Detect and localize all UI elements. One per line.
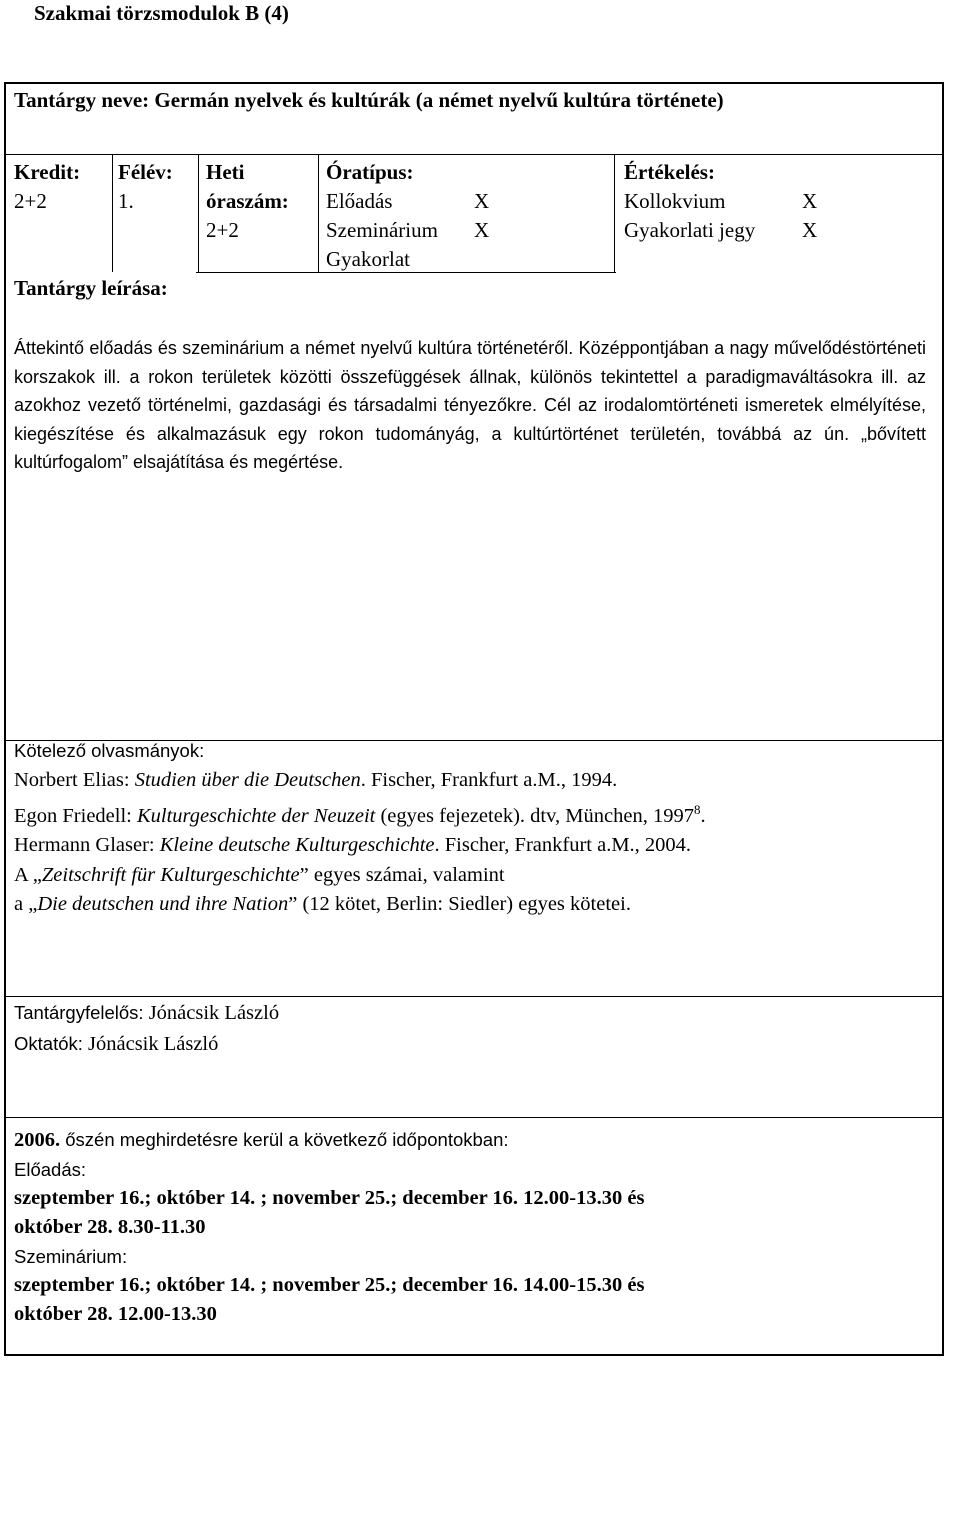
szeminarium-dates-1: szeptember 16.; október 14. ; november 25.; december 16. 14.00-15.30 és [14, 1274, 645, 1296]
col-divider [318, 154, 319, 272]
ertekeles-kollokvium-mark: X [802, 189, 818, 213]
kredit-label: Kredit: [14, 160, 81, 184]
reading-item: a „Die deutschen und ihre Nation” (12 kötet, Berlin: Siedler) egyes kötetei. [14, 893, 631, 916]
oraszam-label: óraszám: [206, 189, 289, 213]
szeminarium-dates-2: október 28. 12.00-13.30 [14, 1303, 217, 1325]
readings-block [14, 736, 706, 920]
kredit-value: 2+2 [14, 189, 47, 213]
ertekeles-kollokvium: Kollokvium [624, 189, 726, 213]
subject-name: Tantárgy neve: Germán nyelvek és kultúrák (a német nyelvű kultúra története) [14, 88, 724, 112]
felev-value: 1. [118, 189, 134, 213]
page-header: Szakmai törzsmodulok B (4) [34, 1, 289, 25]
ertekeles-label: Értékelés: [624, 160, 715, 184]
reading-item: Norbert Elias: Studien über die Deutschen. Fischer, Frankfurt a.M., 1994. [14, 768, 618, 791]
oratipus-gyakorlat: Gyakorlat [326, 247, 410, 271]
reading-item: Hermann Glaser: Kleine deutsche Kulturgeschichte. Fischer, Frankfurt a.M., 2004. [14, 834, 692, 857]
oratipus-eloadas-mark: X [474, 189, 490, 213]
description-label: Tantárgy leírása: [14, 276, 168, 300]
reading-item: A „Zeitschrift für Kulturgeschichte” egyes számai, valamint [14, 863, 505, 886]
ertekeles-gyakorlati-jegy: Gyakorlati jegy [624, 218, 756, 242]
description-text: Áttekintő előadás és szeminárium a német nyelvű kultúra történetéről. Középpontjában a nagy művelődéstörténeti korszakok ill. a rokon területek közötti összefüggések állnak, különös tekintettel a paradigmaváltásokra ill. az azokhoz vezető történelmi, gazdasági és társadalmi tényezőkre. Cél az irodalomtörténeti ismeretek elmélyítése, kiegészítése és alkalmazásuk egy rokon tudományág, a kultúrtörténet területén, továbbá az ún. „bővített kultúrfogalom” elsajátítása és megértése. [14, 338, 926, 473]
heti-label: Heti [206, 160, 245, 184]
oratipus-szeminarium: Szeminárium [326, 218, 438, 242]
col-divider [112, 154, 113, 272]
col-divider [614, 154, 615, 272]
felev-label: Félév: [118, 160, 173, 184]
eloadas-label: Előadás: [14, 1159, 86, 1180]
row-divider [6, 1117, 942, 1118]
ertekeles-gyakorlati-jegy-mark: X [802, 218, 818, 242]
heti-value: 2+2 [206, 218, 239, 242]
oratipus-szeminarium-mark: X [474, 218, 490, 242]
eloadas-dates-1: szeptember 16.; október 14. ; november 25.; december 16. 12.00-13.30 és [14, 1187, 645, 1209]
felelos-line: Tantárgyfelelős: Jónácsik László [14, 1002, 280, 1024]
readings-label: Kötelező olvasmányok: [14, 740, 205, 761]
schedule-block [14, 1125, 644, 1329]
reading-item: Egon Friedell: Kulturgeschichte der Neuzeit (egyes fejezetek). dtv, München, 1997$^8$. [14, 802, 706, 827]
oratipus-eloadas: Előadás [326, 189, 393, 213]
szeminarium-label: Szeminárium: [14, 1246, 128, 1267]
schedule-header: 2006. őszén meghirdetésre kerül a következő időpontokban: [14, 1129, 509, 1151]
row-divider [6, 996, 942, 997]
course-table [4, 82, 944, 1356]
oratipus-label: Óratípus: [326, 160, 414, 184]
col-divider [198, 154, 199, 272]
responsible-block [14, 998, 279, 1059]
row-divider [6, 154, 942, 155]
oktatok-line: Oktatók: Jónácsik László [14, 1032, 219, 1055]
eloadas-dates-2: október 28. 8.30-11.30 [14, 1216, 206, 1238]
